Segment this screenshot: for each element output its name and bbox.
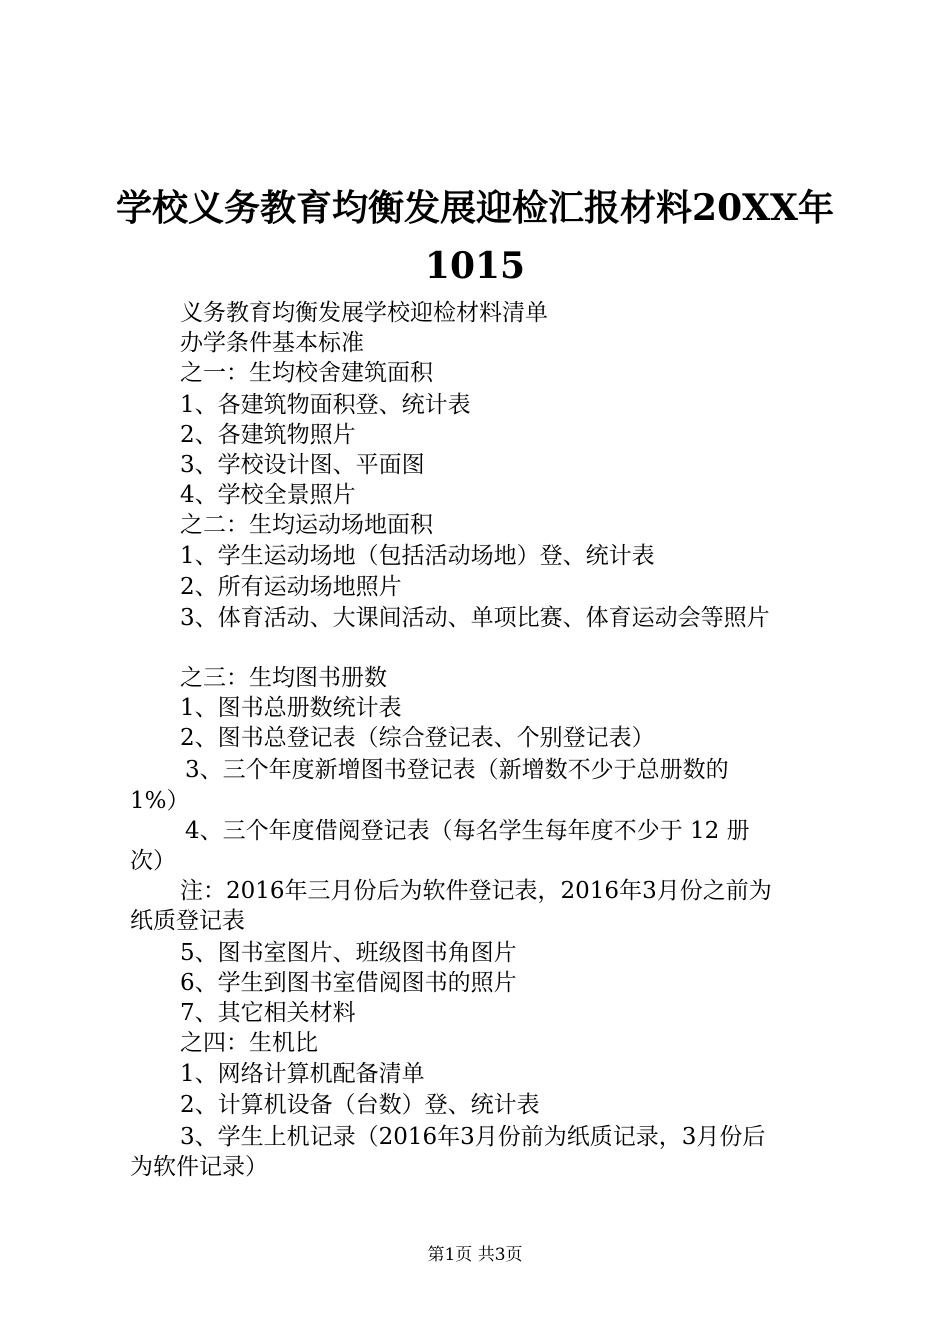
list-item: 3、学生上机记录（2016年3月份前为纸质记录，3月份后 xyxy=(180,1124,766,1150)
note-text: 注：2016年三月份后为软件登记表，2016年3月份之前为 xyxy=(180,878,772,904)
list-item: 4、学校全景照片 xyxy=(180,482,356,508)
list-item: 2、图书总登记表（综合登记表、个别登记表） xyxy=(180,725,655,751)
subsection-heading: 之一：生均校舍建筑面积 xyxy=(180,360,433,386)
subsection-heading: 之三：生均图书册数 xyxy=(180,665,387,691)
list-item: 3、学校设计图、平面图 xyxy=(180,452,425,478)
page-number-footer: 第1页 共3页 xyxy=(427,1245,523,1265)
list-item: 2、各建筑物照片 xyxy=(180,422,356,448)
subsection-heading: 之四：生机比 xyxy=(180,1030,318,1056)
list-item-continuation: 1%） xyxy=(130,788,190,814)
document-title-line-2: 1015 xyxy=(424,245,526,287)
document-title-line-1: 学校义务教育均衡发展迎检汇报材料20XX年 xyxy=(116,187,834,229)
list-item: 7、其它相关材料 xyxy=(180,1000,356,1026)
list-item: 1、网络计算机配备清单 xyxy=(180,1061,425,1087)
list-item: 6、学生到图书室借阅图书的照片 xyxy=(180,970,517,996)
list-item: 3、体育活动、大课间活动、单项比赛、体育运动会等照片 xyxy=(180,605,770,631)
subsection-heading: 之二：生均运动场地面积 xyxy=(180,512,433,538)
note-text-continuation: 纸质登记表 xyxy=(130,908,245,934)
list-item: 1、图书总册数统计表 xyxy=(180,695,402,721)
list-item: 1、各建筑物面积登、统计表 xyxy=(180,392,471,418)
list-item: 2、所有运动场地照片 xyxy=(180,574,402,600)
list-item-continuation: 为软件记录） xyxy=(130,1154,268,1180)
list-item-continuation: 次） xyxy=(130,848,176,874)
list-heading: 义务教育均衡发展学校迎检材料清单 xyxy=(180,300,548,326)
list-item: 5、图书室图片、班级图书角图片 xyxy=(180,940,517,966)
list-item: 3、三个年度新增图书登记表（新增数不少于总册数的 xyxy=(185,757,729,783)
list-item: 2、计算机设备（台数）登、统计表 xyxy=(180,1092,540,1118)
section-heading: 办学条件基本标准 xyxy=(180,330,364,356)
list-item: 1、学生运动场地（包括活动场地）登、统计表 xyxy=(180,543,655,569)
list-item: 4、三个年度借阅登记表（每名学生每年度不少于 12 册 xyxy=(185,818,750,844)
